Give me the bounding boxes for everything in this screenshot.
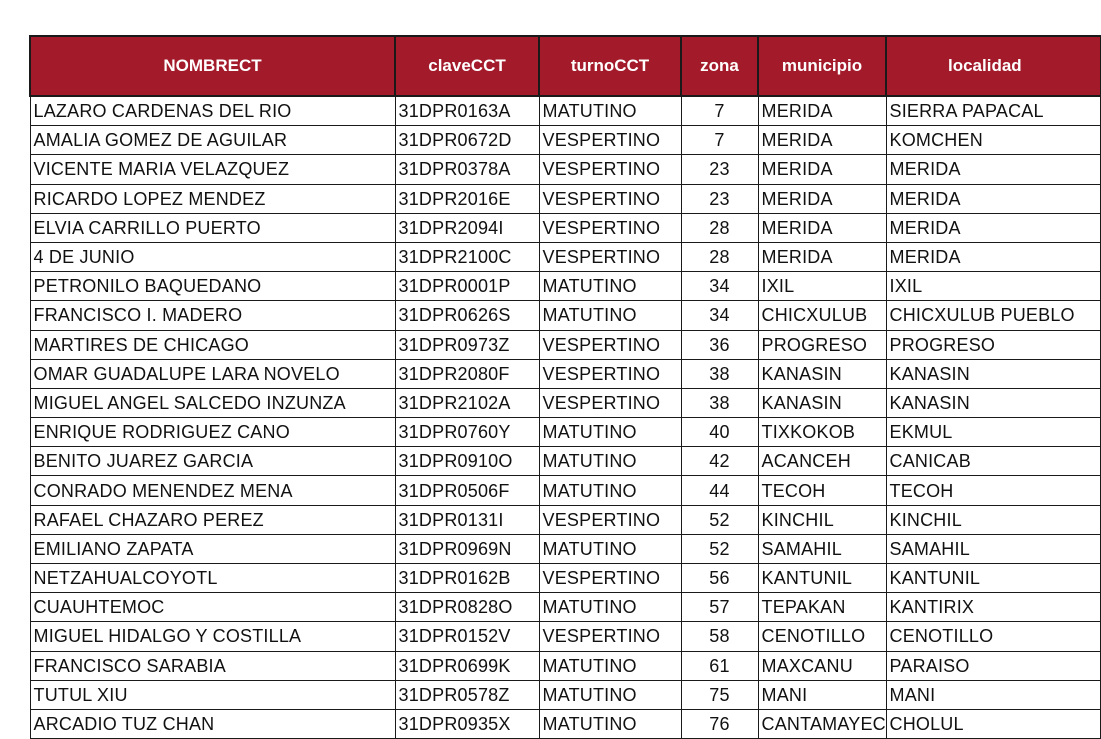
municipio-cell: MERIDA — [758, 242, 886, 271]
localidad-cell: MERIDA — [886, 213, 1100, 242]
turnocct-cell: VESPERTINO — [539, 622, 681, 651]
turnocct-cell: VESPERTINO — [539, 242, 681, 271]
table-row — [30, 505, 1100, 534]
municipio-cell: MANI — [758, 680, 886, 709]
nombrect-cell: CONRADO MENENDEZ MENA — [30, 476, 395, 505]
localidad-cell: CHICXULUB PUEBLO — [886, 301, 1100, 330]
clavecct-cell: 31DPR0162B — [395, 564, 539, 593]
localidad-cell: MANI — [886, 680, 1100, 709]
zona-cell: 75 — [681, 680, 758, 709]
header-turnocct: turnoCCT — [539, 36, 681, 96]
municipio-cell: MERIDA — [758, 184, 886, 213]
nombrect-cell: ELVIA CARRILLO PUERTO — [30, 213, 395, 242]
table-row — [30, 418, 1100, 447]
municipio-cell: PROGRESO — [758, 330, 886, 359]
localidad-cell: KANASIN — [886, 388, 1100, 417]
table-row — [30, 476, 1100, 505]
municipio-cell: ACANCEH — [758, 447, 886, 476]
municipio-cell: MERIDA — [758, 126, 886, 155]
turnocct-cell: MATUTINO — [539, 651, 681, 680]
municipio-cell: MERIDA — [758, 213, 886, 242]
localidad-cell: KANTIRIX — [886, 593, 1100, 622]
zona-cell: 44 — [681, 476, 758, 505]
nombrect-cell: OMAR GUADALUPE LARA NOVELO — [30, 359, 395, 388]
clavecct-cell: 31DPR0973Z — [395, 330, 539, 359]
localidad-cell: MERIDA — [886, 242, 1100, 271]
zona-cell: 23 — [681, 184, 758, 213]
zona-cell: 23 — [681, 155, 758, 184]
municipio-cell: KANASIN — [758, 359, 886, 388]
clavecct-cell: 31DPR0163A — [395, 96, 539, 126]
clavecct-cell: 31DPR0969N — [395, 534, 539, 563]
zona-cell: 34 — [681, 301, 758, 330]
header-zona: zona — [681, 36, 758, 96]
spreadsheet-viewport — [29, 35, 1075, 735]
turnocct-cell: VESPERTINO — [539, 126, 681, 155]
municipio-cell: CENOTILLO — [758, 622, 886, 651]
zona-cell: 28 — [681, 213, 758, 242]
table-row — [30, 330, 1100, 359]
table-row — [30, 447, 1100, 476]
localidad-cell: SAMAHIL — [886, 534, 1100, 563]
table-row — [30, 388, 1100, 417]
zona-cell: 38 — [681, 359, 758, 388]
municipio-cell: SAMAHIL — [758, 534, 886, 563]
table-row — [30, 359, 1100, 388]
clavecct-cell: 31DPR2080F — [395, 359, 539, 388]
zona-cell: 38 — [681, 388, 758, 417]
localidad-cell: CENOTILLO — [886, 622, 1100, 651]
zona-cell: 76 — [681, 709, 758, 738]
municipio-cell: MAXCANU — [758, 651, 886, 680]
municipio-cell: MERIDA — [758, 155, 886, 184]
nombrect-cell: ARCADIO TUZ CHAN — [30, 709, 395, 738]
table-row — [30, 184, 1100, 213]
table-row — [30, 622, 1100, 651]
clavecct-cell: 31DPR0131I — [395, 505, 539, 534]
table-row — [30, 242, 1100, 271]
table-body — [30, 96, 1100, 739]
nombrect-cell: AMALIA GOMEZ DE AGUILAR — [30, 126, 395, 155]
municipio-cell: MERIDA — [758, 96, 886, 126]
nombrect-cell: RICARDO LOPEZ MENDEZ — [30, 184, 395, 213]
clavecct-cell: 31DPR0699K — [395, 651, 539, 680]
table-row — [30, 213, 1100, 242]
nombrect-cell: FRANCISCO I. MADERO — [30, 301, 395, 330]
turnocct-cell: VESPERTINO — [539, 330, 681, 359]
clavecct-cell: 31DPR0910O — [395, 447, 539, 476]
localidad-cell: EKMUL — [886, 418, 1100, 447]
localidad-cell: KOMCHEN — [886, 126, 1100, 155]
clavecct-cell: 31DPR2016E — [395, 184, 539, 213]
zona-cell: 52 — [681, 505, 758, 534]
nombrect-cell: CUAUHTEMOC — [30, 593, 395, 622]
nombrect-cell: MARTIRES DE CHICAGO — [30, 330, 395, 359]
nombrect-cell: LAZARO CARDENAS DEL RIO — [30, 96, 395, 126]
turnocct-cell: MATUTINO — [539, 709, 681, 738]
table-row — [30, 680, 1100, 709]
nombrect-cell: ENRIQUE RODRIGUEZ CANO — [30, 418, 395, 447]
table-row — [30, 126, 1100, 155]
clavecct-cell: 31DPR2102A — [395, 388, 539, 417]
clavecct-cell: 31DPR0626S — [395, 301, 539, 330]
turnocct-cell: MATUTINO — [539, 534, 681, 563]
clavecct-cell: 31DPR2100C — [395, 242, 539, 271]
table-row — [30, 155, 1100, 184]
header-row — [30, 36, 1100, 96]
zona-cell: 7 — [681, 126, 758, 155]
municipio-cell: IXIL — [758, 272, 886, 301]
localidad-cell: CHOLUL — [886, 709, 1100, 738]
turnocct-cell: MATUTINO — [539, 680, 681, 709]
localidad-cell: SIERRA PAPACAL — [886, 96, 1100, 126]
turnocct-cell: MATUTINO — [539, 96, 681, 126]
nombrect-cell: MIGUEL HIDALGO Y COSTILLA — [30, 622, 395, 651]
table-row — [30, 564, 1100, 593]
nombrect-cell: PETRONILO BAQUEDANO — [30, 272, 395, 301]
zona-cell: 57 — [681, 593, 758, 622]
municipio-cell: KANTUNIL — [758, 564, 886, 593]
header-clavecct: claveCCT — [395, 36, 539, 96]
nombrect-cell: NETZAHUALCOYOTL — [30, 564, 395, 593]
turnocct-cell: VESPERTINO — [539, 155, 681, 184]
municipio-cell: CHICXULUB — [758, 301, 886, 330]
zona-cell: 40 — [681, 418, 758, 447]
clavecct-cell: 31DPR0578Z — [395, 680, 539, 709]
localidad-cell: CANICAB — [886, 447, 1100, 476]
localidad-cell: PROGRESO — [886, 330, 1100, 359]
nombrect-cell: TUTUL XIU — [30, 680, 395, 709]
nombrect-cell: 4 DE JUNIO — [30, 242, 395, 271]
table-row — [30, 272, 1100, 301]
clavecct-cell: 31DPR0001P — [395, 272, 539, 301]
header-municipio: municipio — [758, 36, 886, 96]
turnocct-cell: VESPERTINO — [539, 213, 681, 242]
turnocct-cell: VESPERTINO — [539, 359, 681, 388]
zona-cell: 52 — [681, 534, 758, 563]
clavecct-cell: 31DPR0152V — [395, 622, 539, 651]
localidad-cell: MERIDA — [886, 184, 1100, 213]
zona-cell: 34 — [681, 272, 758, 301]
clavecct-cell: 31DPR0760Y — [395, 418, 539, 447]
table-row — [30, 593, 1100, 622]
nombrect-cell: RAFAEL CHAZARO PEREZ — [30, 505, 395, 534]
municipio-cell: KINCHIL — [758, 505, 886, 534]
zona-cell: 42 — [681, 447, 758, 476]
clavecct-cell: 31DPR0828O — [395, 593, 539, 622]
localidad-cell: KINCHIL — [886, 505, 1100, 534]
localidad-cell: MERIDA — [886, 155, 1100, 184]
header-nombrect: NOMBRECT — [30, 36, 395, 96]
localidad-cell: KANTUNIL — [886, 564, 1100, 593]
turnocct-cell: VESPERTINO — [539, 505, 681, 534]
turnocct-cell: MATUTINO — [539, 272, 681, 301]
zona-cell: 36 — [681, 330, 758, 359]
municipio-cell: TECOH — [758, 476, 886, 505]
turnocct-cell: MATUTINO — [539, 593, 681, 622]
nombrect-cell: MIGUEL ANGEL SALCEDO INZUNZA — [30, 388, 395, 417]
clavecct-cell: 31DPR0378A — [395, 155, 539, 184]
zona-cell: 7 — [681, 96, 758, 126]
schools-table — [29, 35, 1101, 739]
localidad-cell: KANASIN — [886, 359, 1100, 388]
zona-cell: 58 — [681, 622, 758, 651]
table-row — [30, 534, 1100, 563]
zona-cell: 28 — [681, 242, 758, 271]
turnocct-cell: VESPERTINO — [539, 184, 681, 213]
clavecct-cell: 31DPR0506F — [395, 476, 539, 505]
header-localidad: localidad — [886, 36, 1100, 96]
table-row — [30, 96, 1100, 126]
nombrect-cell: FRANCISCO SARABIA — [30, 651, 395, 680]
clavecct-cell: 31DPR0672D — [395, 126, 539, 155]
turnocct-cell: VESPERTINO — [539, 388, 681, 417]
nombrect-cell: VICENTE MARIA VELAZQUEZ — [30, 155, 395, 184]
localidad-cell: PARAISO — [886, 651, 1100, 680]
clavecct-cell: 31DPR2094I — [395, 213, 539, 242]
municipio-cell: TEPAKAN — [758, 593, 886, 622]
municipio-cell: KANASIN — [758, 388, 886, 417]
turnocct-cell: MATUTINO — [539, 447, 681, 476]
turnocct-cell: MATUTINO — [539, 301, 681, 330]
table-row — [30, 301, 1100, 330]
zona-cell: 61 — [681, 651, 758, 680]
turnocct-cell: MATUTINO — [539, 476, 681, 505]
zona-cell: 56 — [681, 564, 758, 593]
localidad-cell: TECOH — [886, 476, 1100, 505]
turnocct-cell: VESPERTINO — [539, 564, 681, 593]
table-row — [30, 709, 1100, 738]
municipio-cell: CANTAMAYEC — [758, 709, 886, 738]
clavecct-cell: 31DPR0935X — [395, 709, 539, 738]
localidad-cell: IXIL — [886, 272, 1100, 301]
nombrect-cell: EMILIANO ZAPATA — [30, 534, 395, 563]
table-row — [30, 651, 1100, 680]
nombrect-cell: BENITO JUAREZ GARCIA — [30, 447, 395, 476]
municipio-cell: TIXKOKOB — [758, 418, 886, 447]
turnocct-cell: MATUTINO — [539, 418, 681, 447]
